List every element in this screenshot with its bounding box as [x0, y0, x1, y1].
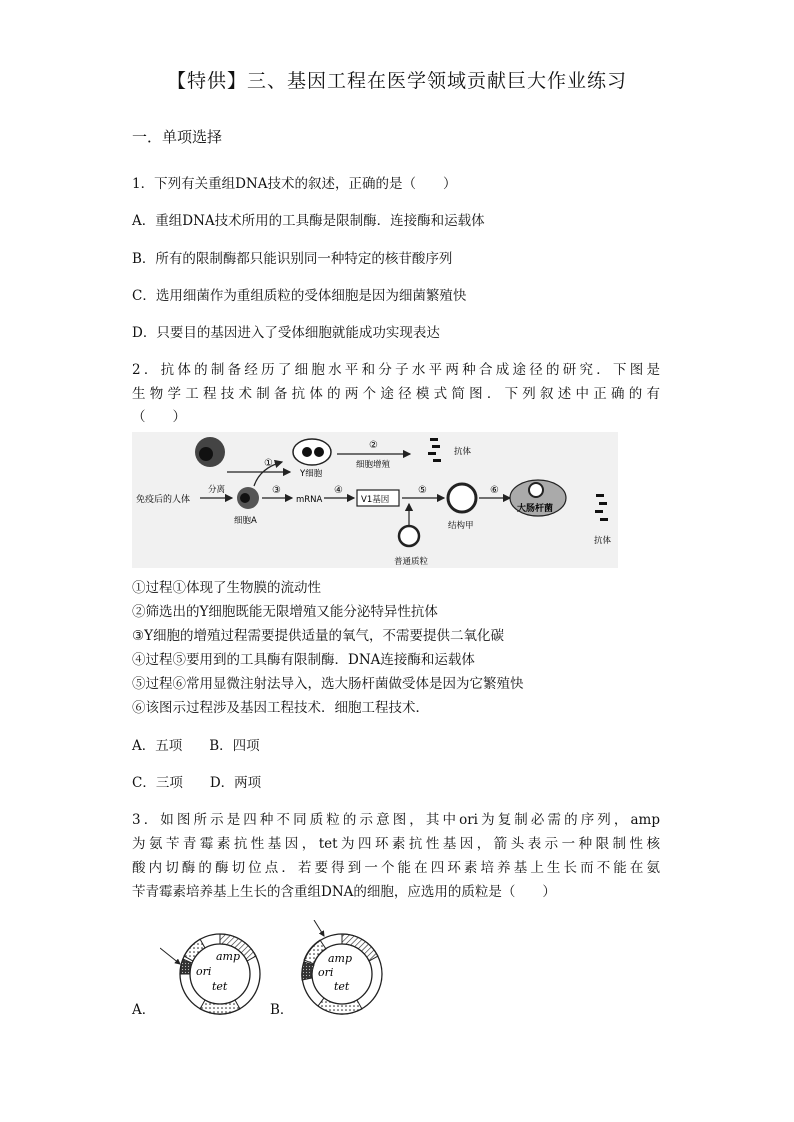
step-3-label: ③: [272, 485, 281, 496]
plasmid-a-ori-label: ori: [196, 965, 212, 978]
q2-stem-line-1: 2．抗体的制备经历了细胞水平和分子水平两种合成途径的研究．下图是: [132, 362, 660, 378]
y-cell-label: Y细胞: [300, 469, 323, 479]
q1-option-d: D．只要目的基因进入了受体细胞就能成功实现表达: [132, 325, 440, 341]
q1-option-b: B．所有的限制酶都只能识别同一种特定的核苷酸序列: [132, 251, 453, 267]
section-heading: 一．单项选择: [132, 128, 223, 146]
q3-stem-line-4: 苄青霉素培养基上生长的含重组DNA的细胞，应选用的质粒是（ ）: [132, 884, 556, 900]
q2-statement-3: ③Y细胞的增殖过程需要提供适量的氧气，不需要提供二氧化碳: [132, 628, 505, 644]
q2-statement-4: ④过程⑤要用到的工具酶有限制酶．DNA连接酶和运载体: [132, 652, 475, 668]
cell-a-label: 细胞A: [234, 516, 257, 526]
plasmid-b-amp-label: amp: [328, 952, 353, 965]
antibody-label-bottom: 抗体: [594, 536, 612, 546]
plasmid-b-tet-label: tet: [334, 980, 350, 993]
q2-stem-line-3: （ ）: [132, 409, 186, 425]
step-6-label: ⑥: [490, 485, 499, 496]
q2-statement-5: ⑤过程⑥常用显微注射法导入，选大肠杆菌做受体是因为它繁殖快: [132, 676, 524, 692]
q2-statement-2: ②筛选出的Y细胞既能无限增殖又能分泌特异性抗体: [132, 604, 438, 620]
q2-options-row-2: C．三项 D．两项: [132, 775, 262, 791]
q3-stem-line-2: 为氨苄青霉素抗性基因，tet为四环素抗性基因，箭头表示一种限制性核: [132, 836, 660, 852]
q2-stem-line-2: 生物学工程技术制备抗体的两个途径模式简图．下列叙述中正确的有: [132, 386, 660, 402]
q1-option-a: A．重组DNA技术所用的工具酶是限制酶．连接酶和运载体: [132, 213, 485, 229]
q3-stem-line-3: 酸内切酶的酶切位点．若要得到一个能在四环素培养基上生长而不能在氨: [132, 860, 660, 876]
plasmid-a-amp-label: amp: [216, 950, 241, 963]
step-4-label: ④: [334, 485, 343, 496]
plain-plasmid-label: 普通质粒: [394, 557, 429, 567]
q1-stem: 1．下列有关重组DNA技术的叙述，正确的是（ ）: [132, 176, 457, 192]
separate-label: 分离: [208, 485, 226, 495]
plasmid-b-ori-label: ori: [318, 966, 334, 979]
step-5-label: ⑤: [418, 485, 427, 496]
q3-option-b[interactable]: B．: [270, 1002, 294, 1018]
pathway-diagram: [132, 432, 618, 568]
page-title: 【特供】三、基因工程在医学领域贡献巨大作业练习: [166, 70, 627, 92]
antibody-icon-bottom: [595, 494, 608, 521]
q2-options-row-1: A．五项 B．四项: [132, 738, 260, 754]
step-1-label: ①: [264, 458, 273, 469]
antibody-pathway-figure: [132, 432, 618, 568]
structure-jia-label: 结构甲: [448, 521, 474, 531]
antibody-icon-top: [428, 438, 441, 462]
plasmid-b-diagram: [296, 920, 400, 1018]
immunized-body-label: 免疫后的人体: [136, 495, 191, 505]
q1-option-c: C．选用细菌作为重组质粒的受体细胞是因为细菌繁殖快: [132, 288, 467, 304]
proliferate-label: 细胞增殖: [356, 460, 391, 470]
cell-a-icon: [237, 487, 259, 509]
y-cell-icon: [293, 439, 331, 465]
mrna-label: mRNA: [296, 495, 323, 505]
q3-option-a[interactable]: A．: [132, 1002, 156, 1018]
structure-jia-icon: [448, 484, 476, 512]
v1-gene-label: V1基因: [361, 495, 390, 505]
q2-statement-6: ⑥该图示过程涉及基因工程技术．细胞工程技术．: [132, 700, 429, 716]
source-cell-icon: [195, 437, 225, 467]
q2-statement-1: ①过程①体现了生物膜的流动性: [132, 580, 321, 596]
q3-stem-line-1: 3．如图所示是四种不同质粒的示意图，其中ori为复制必需的序列，amp: [132, 812, 660, 828]
plasmid-a-tet-label: tet: [212, 980, 228, 993]
plasmid-a-diagram: [160, 926, 264, 1018]
antibody-label-top: 抗体: [454, 447, 472, 457]
plain-plasmid-icon: [399, 526, 419, 546]
ecoli-label: 大肠杆菌: [517, 504, 554, 514]
step-2-label: ②: [369, 440, 378, 451]
